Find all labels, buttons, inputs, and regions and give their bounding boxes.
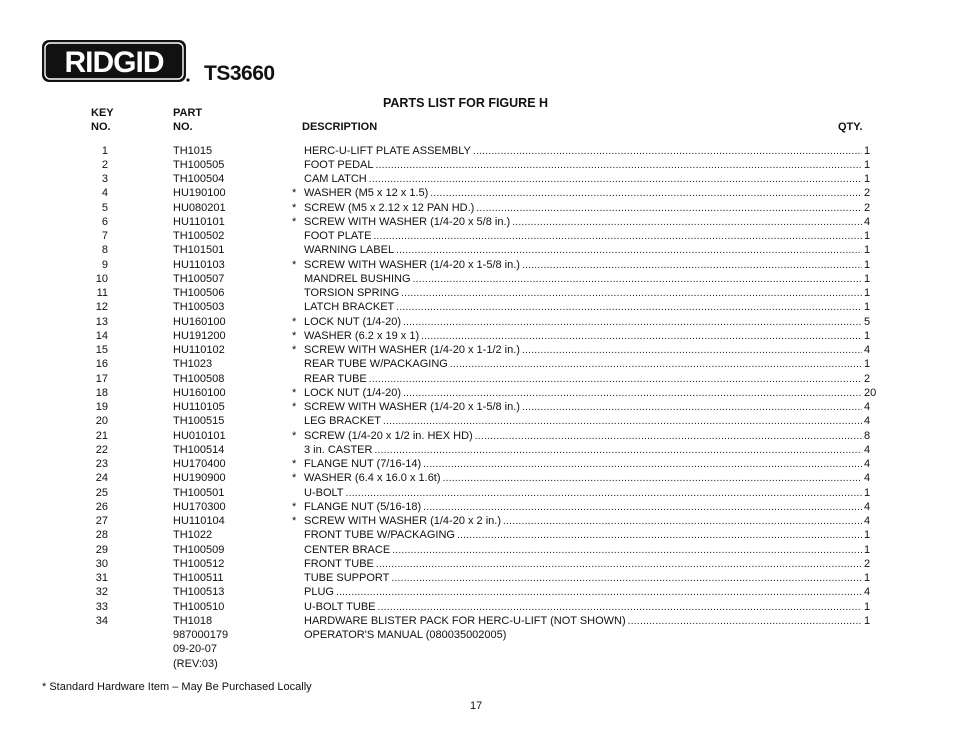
quantity: 1 bbox=[864, 486, 871, 499]
table-row bbox=[0, 429, 954, 443]
part-description bbox=[304, 300, 864, 315]
quantity: 1 bbox=[864, 272, 871, 285]
key-number: 11 bbox=[96, 287, 108, 299]
dot-leader bbox=[373, 230, 862, 244]
part-description bbox=[304, 443, 864, 458]
part-description bbox=[304, 528, 864, 543]
key-number: 26 bbox=[95, 500, 108, 513]
dot-leader bbox=[423, 458, 862, 472]
dot-leader bbox=[396, 301, 862, 315]
part-number: TH100507 bbox=[173, 272, 225, 285]
key-number: 19 bbox=[95, 401, 108, 413]
description-text: REAR TUBE W/PACKAGING bbox=[304, 358, 448, 371]
table-row bbox=[0, 229, 954, 243]
table-row bbox=[0, 144, 954, 158]
quantity: 4 bbox=[864, 500, 871, 513]
description-text: FRONT TUBE bbox=[304, 557, 374, 570]
dot-leader bbox=[383, 415, 862, 429]
key-number: 15 bbox=[95, 344, 108, 356]
dot-leader bbox=[443, 472, 862, 486]
part-number: HU110102 bbox=[173, 344, 225, 356]
part-description bbox=[304, 329, 864, 344]
dot-leader bbox=[628, 615, 862, 629]
key-number: 3 bbox=[101, 173, 108, 185]
key-number: 30 bbox=[95, 557, 108, 570]
part-number: HU170300 bbox=[173, 500, 226, 513]
part-description bbox=[304, 600, 864, 615]
key-number: 25 bbox=[95, 486, 108, 499]
table-row bbox=[0, 514, 954, 528]
description-text: FLANGE NUT (5/16-18) bbox=[304, 500, 422, 513]
part-description bbox=[304, 357, 864, 372]
table-row bbox=[0, 201, 954, 215]
quantity: 2 bbox=[864, 201, 871, 214]
key-number: 22 bbox=[95, 443, 108, 456]
part-number: HU080201 bbox=[173, 201, 226, 214]
description-text: LOCK NUT (1/4-20) bbox=[304, 386, 401, 399]
description-text: LATCH BRACKET bbox=[304, 301, 395, 314]
standard-hardware-mark: * bbox=[292, 515, 297, 527]
standard-hardware-mark: * bbox=[292, 215, 297, 228]
dot-leader bbox=[346, 487, 862, 501]
part-description bbox=[304, 186, 864, 201]
dot-leader bbox=[336, 586, 862, 600]
dot-leader bbox=[430, 187, 862, 201]
ridgid-logo-mark bbox=[42, 40, 190, 84]
key-number: 9 bbox=[101, 258, 108, 271]
part-number: TH100508 bbox=[173, 372, 225, 385]
part-number: HU191200 bbox=[173, 329, 226, 342]
key-number: 23 bbox=[95, 458, 108, 470]
key-number: 33 bbox=[95, 600, 108, 613]
standard-hardware-mark: * bbox=[292, 258, 297, 271]
part-number: HU160100 bbox=[173, 315, 226, 328]
table-row bbox=[0, 528, 954, 542]
part-number: HU160100 bbox=[173, 386, 226, 399]
dot-leader bbox=[392, 544, 862, 558]
quantity: 2 bbox=[864, 372, 871, 385]
description-text: HERC-U-LIFT PLATE ASSEMBLY bbox=[304, 144, 471, 157]
key-number: 2 bbox=[101, 158, 108, 171]
table-row bbox=[0, 414, 954, 428]
table-row bbox=[0, 471, 954, 485]
part-description bbox=[304, 514, 864, 529]
col-header-part-line1: PART bbox=[173, 107, 203, 119]
table-row bbox=[0, 315, 954, 329]
part-description bbox=[304, 557, 864, 572]
ridgid-logo bbox=[42, 40, 190, 84]
part-description bbox=[304, 471, 864, 486]
table-row bbox=[0, 400, 954, 414]
key-number: 28 bbox=[95, 529, 108, 542]
description-text: LOCK NUT (1/4-20) bbox=[304, 315, 401, 328]
dot-leader bbox=[376, 558, 862, 572]
part-number: TH1023 bbox=[173, 358, 213, 371]
quantity: 4 bbox=[864, 515, 871, 527]
table-row bbox=[0, 585, 954, 599]
key-number: 29 bbox=[95, 543, 108, 556]
dot-leader bbox=[423, 501, 862, 515]
quantity: 1 bbox=[864, 258, 871, 271]
key-number: 5 bbox=[101, 201, 108, 214]
part-description bbox=[304, 414, 864, 429]
part-number: (REV:03) bbox=[173, 657, 218, 670]
key-number: 4 bbox=[101, 187, 108, 200]
table-row bbox=[0, 500, 954, 514]
part-number: 987000179 bbox=[173, 629, 229, 641]
part-number: HU190900 bbox=[173, 472, 226, 485]
standard-hardware-mark: * bbox=[292, 386, 297, 399]
part-description bbox=[304, 172, 864, 187]
quantity: 1 bbox=[864, 614, 871, 627]
page-number: 17 bbox=[470, 700, 483, 712]
dot-leader bbox=[421, 330, 862, 344]
logo-text: RIDGID bbox=[64, 46, 164, 79]
dot-leader bbox=[512, 216, 862, 230]
description-text: TUBE SUPPORT bbox=[304, 572, 390, 584]
quantity: 4 bbox=[864, 472, 871, 485]
description-text: SCREW WITH WASHER (1/4-20 x 5/8 in.) bbox=[304, 215, 511, 228]
quantity: 1 bbox=[864, 173, 871, 185]
part-description bbox=[304, 486, 864, 501]
part-description bbox=[304, 386, 864, 401]
quantity: 1 bbox=[864, 572, 871, 584]
part-description bbox=[304, 500, 864, 515]
part-number: TH100515 bbox=[173, 415, 225, 428]
standard-hardware-mark: * bbox=[292, 500, 297, 513]
description-text: SCREW (1/4-20 x 1/2 in. HEX HD) bbox=[304, 429, 473, 442]
dot-leader bbox=[522, 259, 862, 273]
description-text: PLUG bbox=[304, 586, 334, 599]
footnote: * Standard Hardware Item – May Be Purchased Locally bbox=[42, 681, 312, 693]
part-number: TH100504 bbox=[173, 173, 225, 185]
table-row bbox=[0, 657, 954, 671]
part-description bbox=[304, 215, 864, 230]
key-number: 1 bbox=[101, 144, 108, 157]
quantity: 1 bbox=[864, 287, 871, 299]
description-text: REAR TUBE bbox=[304, 372, 367, 385]
quantity: 8 bbox=[864, 429, 871, 442]
part-description bbox=[304, 272, 864, 287]
part-number: HU010101 bbox=[173, 429, 226, 442]
part-number: TH100502 bbox=[173, 230, 225, 242]
dot-leader bbox=[369, 373, 862, 387]
description-text: LEG BRACKET bbox=[304, 415, 382, 428]
description-text: FRONT TUBE W/PACKAGING bbox=[304, 529, 455, 542]
key-number: 27 bbox=[95, 515, 108, 527]
col-header-qty: QTY. bbox=[838, 121, 863, 133]
quantity: 1 bbox=[864, 158, 871, 171]
table-row bbox=[0, 286, 954, 300]
description-text: CAM LATCH bbox=[304, 173, 367, 185]
description-text: SCREW WITH WASHER (1/4-20 x 1-1/2 in.) bbox=[304, 344, 520, 356]
dot-leader bbox=[375, 159, 862, 173]
dot-leader bbox=[522, 344, 862, 358]
table-row bbox=[0, 642, 954, 656]
quantity: 4 bbox=[864, 458, 871, 470]
key-number: 21 bbox=[95, 429, 108, 442]
key-number: 32 bbox=[95, 586, 108, 599]
table-row bbox=[0, 300, 954, 314]
key-number: 7 bbox=[101, 230, 108, 242]
standard-hardware-mark: * bbox=[292, 344, 297, 356]
quantity: 4 bbox=[864, 443, 871, 456]
quantity: 2 bbox=[864, 557, 871, 570]
part-description bbox=[304, 543, 864, 558]
standard-hardware-mark: * bbox=[292, 201, 297, 214]
quantity: 1 bbox=[864, 600, 871, 613]
part-number: TH100511 bbox=[173, 572, 224, 584]
part-description bbox=[304, 243, 864, 258]
description-text: SCREW (M5 x 2.12 x 12 PAN HD.) bbox=[304, 201, 475, 214]
part-description bbox=[304, 144, 864, 159]
quantity: 1 bbox=[864, 144, 871, 157]
col-header-key-line1: KEY bbox=[91, 107, 114, 119]
col-header-description: DESCRIPTION bbox=[302, 121, 378, 133]
dot-leader bbox=[475, 430, 862, 444]
dot-leader bbox=[476, 202, 862, 216]
part-description bbox=[304, 585, 864, 600]
key-number: 13 bbox=[95, 315, 108, 328]
dot-leader bbox=[403, 316, 862, 330]
dot-leader bbox=[378, 601, 862, 615]
description-text: WASHER (6.2 x 19 x 1) bbox=[304, 329, 420, 342]
part-description bbox=[304, 343, 864, 358]
key-number: 6 bbox=[101, 215, 108, 228]
description-text: SCREW WITH WASHER (1/4-20 x 2 in.) bbox=[304, 515, 502, 527]
table-row bbox=[0, 543, 954, 557]
part-number: TH100509 bbox=[173, 543, 225, 556]
key-number: 18 bbox=[95, 386, 108, 399]
table-row bbox=[0, 600, 954, 614]
key-number: 17 bbox=[95, 372, 108, 385]
description-text: SCREW WITH WASHER (1/4-20 x 1-5/8 in.) bbox=[304, 401, 520, 413]
table-row bbox=[0, 386, 954, 400]
table-row bbox=[0, 243, 954, 257]
quantity: 1 bbox=[864, 230, 871, 242]
part-description bbox=[304, 457, 864, 472]
key-number: 12 bbox=[95, 301, 108, 314]
description-text: CENTER BRACE bbox=[304, 543, 391, 556]
dot-leader bbox=[401, 287, 862, 301]
part-description bbox=[304, 158, 864, 173]
part-description bbox=[304, 628, 864, 642]
col-header-part-line2: NO. bbox=[173, 121, 193, 133]
table-row bbox=[0, 158, 954, 172]
part-number: HU110101 bbox=[173, 215, 225, 228]
dot-leader bbox=[391, 572, 862, 586]
part-description bbox=[304, 201, 864, 216]
key-number: 10 bbox=[95, 272, 108, 285]
quantity: 1 bbox=[864, 301, 871, 314]
parts-list-title: PARTS LIST FOR FIGURE H bbox=[383, 96, 549, 110]
quantity: 20 bbox=[864, 386, 877, 399]
description-text: OPERATOR'S MANUAL (080035002005) bbox=[304, 629, 507, 641]
part-number: HU110103 bbox=[173, 258, 225, 271]
description-text: FLANGE NUT (7/16-14) bbox=[304, 458, 422, 470]
table-row bbox=[0, 329, 954, 343]
key-number: 34 bbox=[95, 614, 108, 627]
part-number: TH100505 bbox=[173, 158, 225, 171]
part-number: HU110105 bbox=[173, 401, 225, 413]
part-number: TH100510 bbox=[173, 600, 225, 613]
key-number: 16 bbox=[95, 358, 108, 371]
dot-leader bbox=[457, 529, 862, 543]
quantity: 1 bbox=[864, 543, 871, 556]
table-row bbox=[0, 486, 954, 500]
quantity: 4 bbox=[864, 401, 871, 413]
part-number: HU170400 bbox=[173, 458, 226, 470]
dot-leader bbox=[503, 515, 862, 529]
part-description bbox=[304, 429, 864, 444]
key-number: 24 bbox=[95, 472, 108, 485]
standard-hardware-mark: * bbox=[292, 401, 297, 413]
table-row bbox=[0, 357, 954, 371]
quantity: 1 bbox=[864, 329, 871, 342]
model-title: TS3660 bbox=[204, 62, 275, 85]
dot-leader bbox=[374, 444, 862, 458]
quantity: 1 bbox=[864, 244, 871, 257]
table-row bbox=[0, 215, 954, 229]
table-row bbox=[0, 172, 954, 186]
quantity: 1 bbox=[864, 529, 871, 542]
table-row bbox=[0, 372, 954, 386]
quantity: 2 bbox=[864, 187, 871, 200]
table-row bbox=[0, 343, 954, 357]
table-row bbox=[0, 443, 954, 457]
col-header-key-line2: NO. bbox=[91, 121, 111, 133]
part-number: TH100512 bbox=[173, 557, 225, 570]
description-text: WASHER (6.4 x 16.0 x 1.6t) bbox=[304, 472, 441, 485]
dot-leader bbox=[473, 145, 862, 159]
dot-leader bbox=[396, 244, 862, 258]
part-description bbox=[304, 286, 864, 301]
description-text: SCREW WITH WASHER (1/4-20 x 1-5/8 in.) bbox=[304, 258, 520, 271]
part-description bbox=[304, 400, 864, 415]
part-number: TH1018 bbox=[173, 614, 213, 627]
table-row bbox=[0, 272, 954, 286]
dot-leader bbox=[450, 358, 862, 372]
part-number: HU190100 bbox=[173, 187, 226, 200]
part-description bbox=[304, 614, 864, 629]
part-number: TH1022 bbox=[173, 529, 213, 542]
description-text: FOOT PEDAL bbox=[304, 158, 374, 171]
part-description bbox=[304, 258, 864, 273]
part-number: TH1015 bbox=[173, 144, 213, 157]
part-number: HU110104 bbox=[173, 515, 225, 527]
quantity: 5 bbox=[864, 315, 871, 328]
standard-hardware-mark: * bbox=[292, 472, 297, 485]
key-number: 8 bbox=[101, 244, 108, 257]
standard-hardware-mark: * bbox=[292, 315, 297, 328]
description-text: HARDWARE BLISTER PACK FOR HERC-U-LIFT (NOT SHOWN) bbox=[304, 614, 626, 627]
standard-hardware-mark: * bbox=[292, 458, 297, 470]
table-row bbox=[0, 614, 954, 628]
quantity: 4 bbox=[864, 586, 871, 599]
part-number: TH100514 bbox=[173, 443, 225, 456]
standard-hardware-mark: * bbox=[292, 187, 297, 200]
description-text: U-BOLT bbox=[304, 486, 344, 499]
table-row bbox=[0, 628, 954, 642]
description-text: 3 in. CASTER bbox=[304, 443, 373, 456]
quantity: 4 bbox=[864, 344, 871, 356]
part-number: TH100513 bbox=[173, 586, 225, 599]
parts-table bbox=[0, 144, 954, 671]
part-description bbox=[304, 315, 864, 330]
part-number: TH100501 bbox=[173, 486, 225, 499]
part-description bbox=[304, 372, 864, 387]
standard-hardware-mark: * bbox=[292, 329, 297, 342]
key-number: 20 bbox=[95, 415, 108, 428]
part-number: 09-20-07 bbox=[173, 643, 218, 656]
description-text: U-BOLT TUBE bbox=[304, 600, 376, 613]
part-description bbox=[304, 229, 864, 244]
dot-leader bbox=[413, 273, 862, 287]
quantity: 4 bbox=[864, 415, 871, 428]
description-text: MANDREL BUSHING bbox=[304, 272, 411, 285]
part-description bbox=[304, 571, 864, 586]
quantity: 4 bbox=[864, 215, 871, 228]
key-number: 31 bbox=[95, 572, 108, 584]
table-row bbox=[0, 457, 954, 471]
table-row bbox=[0, 557, 954, 571]
part-number: TH100503 bbox=[173, 301, 225, 314]
table-row bbox=[0, 571, 954, 585]
part-number: TH100506 bbox=[173, 287, 225, 299]
dot-leader bbox=[403, 387, 862, 401]
description-text: TORSION SPRING bbox=[304, 287, 400, 299]
description-text: WARNING LABEL bbox=[304, 244, 395, 257]
description-text: WASHER (M5 x 12 x 1.5) bbox=[304, 187, 429, 200]
quantity: 1 bbox=[864, 358, 871, 371]
part-number: TH101501 bbox=[173, 244, 225, 257]
table-row bbox=[0, 258, 954, 272]
description-text: FOOT PLATE bbox=[304, 230, 372, 242]
key-number: 14 bbox=[95, 329, 108, 342]
table-row bbox=[0, 186, 954, 200]
dot-leader bbox=[522, 401, 862, 415]
standard-hardware-mark: * bbox=[292, 429, 297, 442]
dot-leader bbox=[369, 173, 862, 187]
